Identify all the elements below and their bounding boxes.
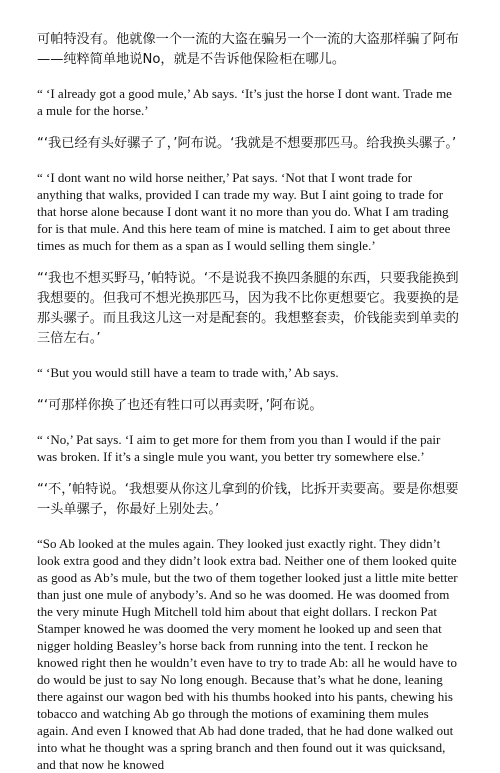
paragraph-zh-2: “‘我已经有头好骡子了，’阿布说。‘我就是不想要那匹马。给我换头骡子。’ (37, 136, 457, 151)
paragraph-en-1: “ ‘I already got a good mule,’ Ab says. ‘It’s just the horse I dont want. Trade me a mule for the horse.’ (37, 86, 452, 118)
paragraph-zh-4: “‘可那样你换了也还有牲口可以再卖呀，’阿布说。 (37, 398, 323, 413)
paragraph-en-3: “ ‘But you would still have a team to trade with,’ Ab says. (37, 365, 339, 380)
paragraph-zh-3: “‘我也不想买野马，’帕特说。‘不是说我不换四条腿的东西，只要我能换到我想要的。但我可不想光换那匹马，因为我不比你更想要它。我要换的是那头骡子。而且我这儿这一对是配套的。我想整套卖，价钱能卖到单卖的三倍左右。’ (37, 271, 459, 346)
paragraph-zh-5: “‘不，’帕特说。‘我想要从你这儿拿到的价钱，比拆开卖要高。要是你想要一头单骡子，你最好上别处去。’ (37, 482, 459, 517)
paragraph-en-2: “ ‘I dont want no wild horse neither,’ Pat says. ‘Not that I wont trade for anything that walks, provided I can trade my way. But I aint going to trade for that horse alone because I dont want it no more than you do. What I am trading for is that mule. And this here team of mine is matched. I aim to get about three times as much for them as a span as I would selling them single.’ (37, 170, 451, 253)
paragraph-en-4: “ ‘No,’ Pat says. ‘I aim to get more for them from you than I would if the pair was broken. If it’s a single mule you want, you better try somewhere else.’ (37, 432, 441, 464)
paragraph-zh-1: 可帕特没有。他就像一个一流的大盗在骗另一个一流的大盗那样骗了阿布——纯粹简单地说No，就是不告诉他保险柜在哪儿。 (37, 32, 459, 67)
paragraph-en-5: “So Ab looked at the mules again. They looked just exactly right. They didn’t look extra good and they didn’t look extra bad. Neither one of them looked quite as good as Ab’s mule, but the two of them together looked just a little mite better than just one mule of anybody’s. And so he was doomed. He was doomed from the very minute Hugh Mitchell told him about that eight dollars. I reckon Pat Stamper knowed he was doomed the very moment he looked up and seen that nigger holding Beasley’s horse back from running into the tent. I reckon he knowed right then he wouldn’t even have to try to trade Ab: all he would have to do would be just to say No long enough. Because that’s what he done, leaning there against our wagon bed with his thumbs hooked into his pants, chewing his tobacco and watching Ab go through the motions of examining them mules again. And even I knowed that Ab had done traded, that he had done walked out into what he thought was a spring branch and then found out it was quicksand, and that now he knowed (37, 536, 458, 772)
